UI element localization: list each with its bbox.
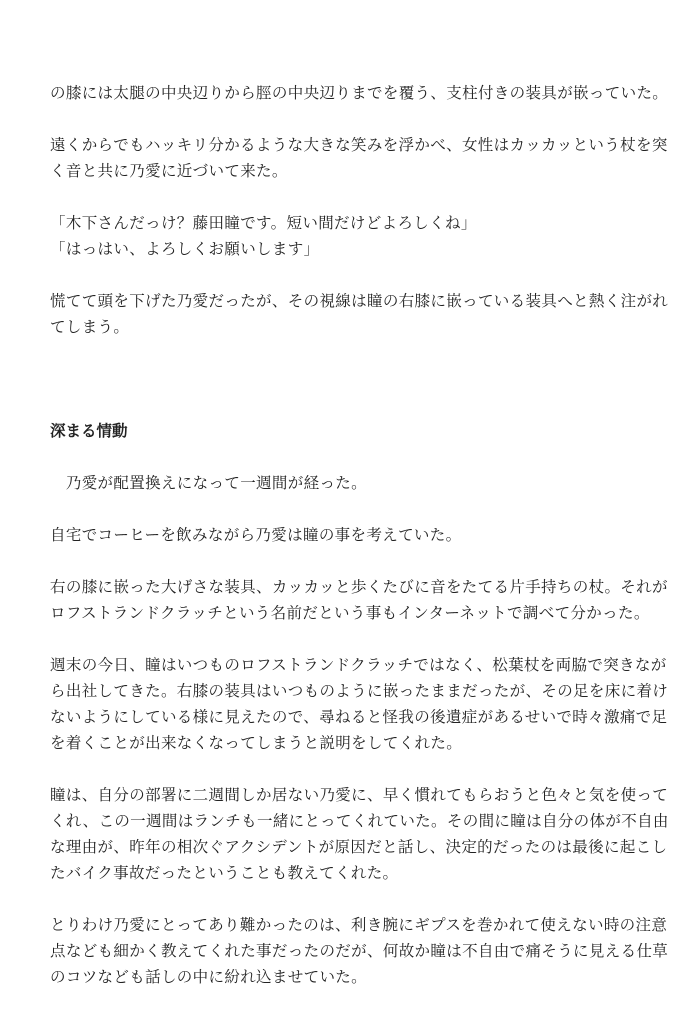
paragraph-line: を着くことが出来なくなってしまうと説明をしてくれた。 [50,734,463,752]
paragraph-line: 週末の今日、瞳はいつものロフストランドクラッチではなく、松葉杖を両脇で突きなが [50,656,667,674]
paragraph-line: ないようにしている様に見えたので、尋ねると怪我の後遺症があるせいで時々激痛で足 [50,708,668,726]
paragraph-line: な理由が、昨年の相次ぐアクシデントが原因だと話し、決定的だったのは最後に起こし [50,838,668,856]
dialog-line: 「はっはい、よろしくお願いします」 [50,240,320,258]
paragraph-line: 瞳は、自分の部署に二週間しか居ない乃愛に、早く慣れてもらおうと色々と気を使って [50,786,669,804]
paragraph-line: 慌てて頭を下げた乃愛だったが、その視線は瞳の右膝に嵌っている装具へと熱く注がれ [50,292,669,310]
paragraph-line: く音と共に乃愛に近づいて来た。 [50,162,288,180]
paragraph-line: 点なども細かく教えてくれた事だったのだが、何故か瞳は不自由で痛そうに見える仕草 [50,942,669,960]
paragraph-line: とりわけ乃愛にとってあり難かったのは、利き腕にギプスを巻かれて使えない時の注意 [50,916,668,934]
paragraph-line: のコツなども話しの中に紛れ込ませていた。 [50,968,368,986]
paragraph-line: てしまう。 [50,318,130,336]
paragraph-line: 乃愛が配置換えになって一週間が経った。 [50,474,368,492]
paragraph-line: ら出社してきた。右膝の装具はいつものように嵌ったままだったが、その足を床に着け [50,682,669,700]
paragraph-line: ロフストランドクラッチという名前だという事もインターネットで調べて分かった。 [50,604,650,622]
paragraph-line: 遠くからでもハッキリ分かるような大きな笑みを浮かべ、女性はカッカッという杖を突 [50,136,668,154]
paragraph-line: 自宅でコーヒーを飲みながら乃愛は瞳の事を考えていた。 [50,526,462,544]
section-heading: 深まる情動 [50,422,128,440]
paragraph-line: 右の膝に嵌った大げさな装具、カッカッと歩くたびに音をたてる片手持ちの杖。それが [50,578,668,596]
dialog-line: 「木下さんだっけ？藤田瞳です。短い間だけどよろしくね」 [50,214,477,232]
paragraph-line: の膝には太腿の中央辺りから脛の中央辺りまでを覆う、支柱付きの装具が嵌っていた。 [50,84,669,102]
paragraph-line: たバイク事故だったということも教えてくれた。 [50,864,399,882]
paragraph-line: くれ、この一週間はランチも一緒にとってくれていた。その間に瞳は自分の体が不自由 [50,812,669,830]
document-page [50,80,669,990]
